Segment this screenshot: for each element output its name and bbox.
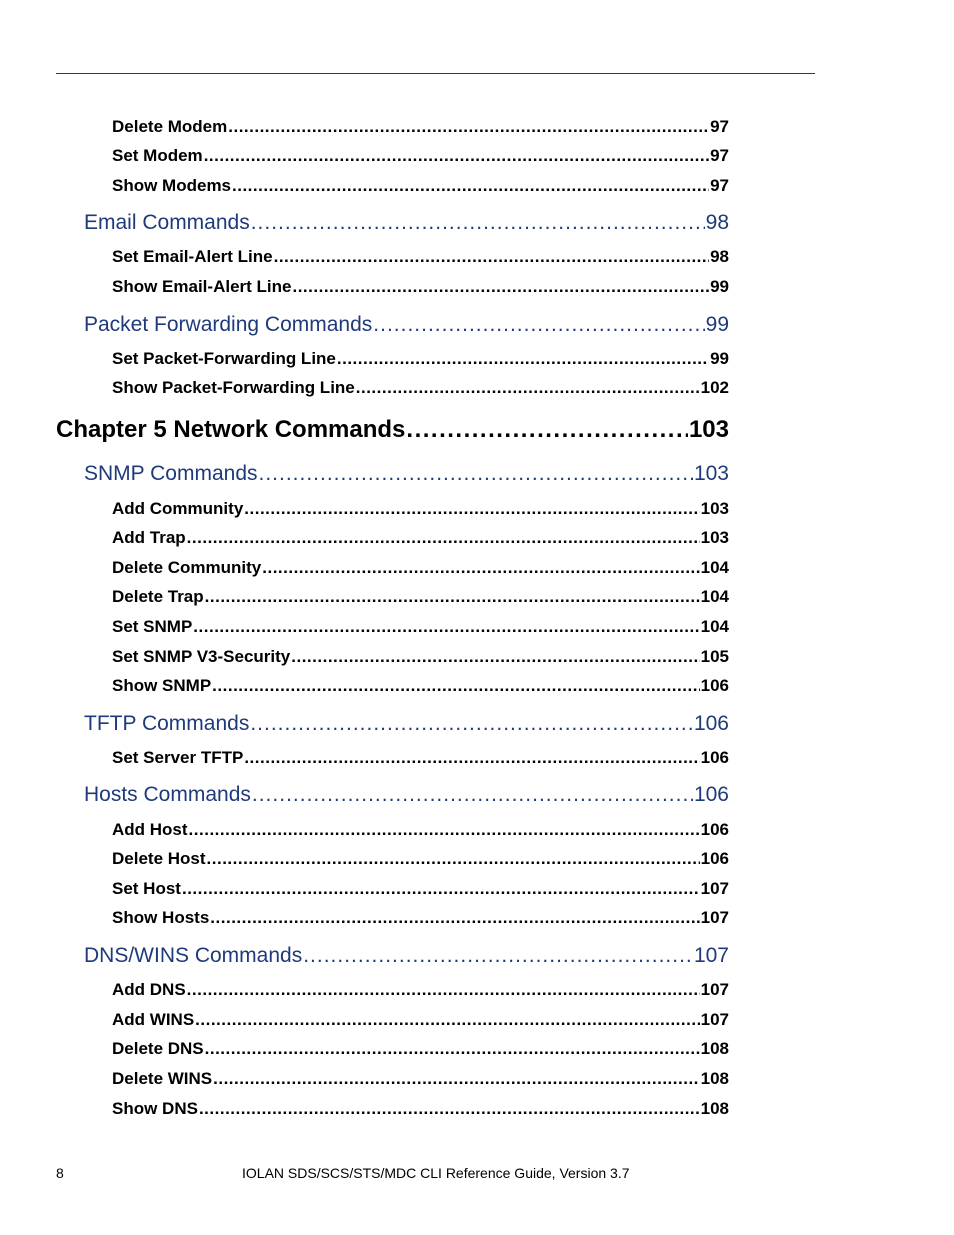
- toc-leader-dots: [274, 247, 709, 267]
- toc-entry-page: 103: [693, 462, 729, 485]
- toc-entry-page: 98: [705, 211, 729, 234]
- toc-entry-label: Set SNMP: [112, 617, 193, 636]
- toc-entry-page: 106: [693, 783, 729, 806]
- toc-entry-page: 106: [693, 712, 729, 735]
- toc-entry-sub[interactable]: [112, 647, 729, 667]
- toc-leader-dots: [189, 820, 700, 840]
- toc-entry-page: 98: [710, 247, 729, 266]
- toc-entry-label: DNS/WINS Commands: [84, 944, 303, 967]
- toc-entry-section[interactable]: [84, 783, 729, 807]
- toc-entry-sub[interactable]: [112, 617, 729, 637]
- toc-entry-label: Delete Modem: [112, 117, 228, 136]
- toc-entry-page: 107: [700, 879, 729, 898]
- toc-entry-page: 108: [700, 1099, 729, 1118]
- toc-entry-page: 107: [693, 944, 729, 967]
- toc-leader-dots: [303, 944, 693, 968]
- toc-entry-page: 104: [700, 617, 729, 636]
- toc-entry-label: Packet Forwarding Commands: [84, 313, 373, 336]
- toc-leader-dots: [262, 558, 699, 578]
- toc-entry-page: 103: [700, 528, 729, 547]
- footer-page-number: 8: [56, 1165, 64, 1181]
- toc-leader-dots: [291, 647, 699, 667]
- toc-entry-label: Set Packet-Forwarding Line: [112, 349, 336, 368]
- header-rule: [56, 73, 815, 74]
- toc-leader-dots: [204, 146, 709, 166]
- toc-entry-sub[interactable]: [112, 908, 729, 928]
- toc-entry-sub[interactable]: [112, 378, 729, 398]
- toc-entry-sub[interactable]: [112, 349, 729, 369]
- toc-entry-section[interactable]: [84, 211, 729, 235]
- toc-entry-section[interactable]: [84, 712, 729, 736]
- toc-entry-sub[interactable]: [112, 676, 729, 696]
- toc-entry-label: Set Email-Alert Line: [112, 247, 273, 266]
- toc-entry-sub[interactable]: [112, 849, 729, 869]
- toc-entry-sub[interactable]: [112, 1099, 729, 1119]
- toc-leader-dots: [205, 587, 700, 607]
- toc-entry-label: Show Email-Alert Line: [112, 277, 292, 296]
- toc-leader-dots: [205, 1039, 700, 1059]
- toc-entry-sub[interactable]: [112, 176, 729, 196]
- toc-entry-page: 104: [700, 558, 729, 577]
- toc-leader-dots: [210, 908, 699, 928]
- toc-entry-label: Set SNMP V3-Security: [112, 647, 291, 666]
- toc-entry-sub[interactable]: [112, 820, 729, 840]
- toc-leader-dots: [259, 462, 693, 486]
- toc-leader-dots: [337, 349, 709, 369]
- toc-entry-label: Show Packet-Forwarding Line: [112, 378, 355, 397]
- toc-entry-label: Delete Trap: [112, 587, 204, 606]
- toc-entry-label: Set Server TFTP: [112, 748, 244, 767]
- toc-leader-dots: [195, 1010, 699, 1030]
- toc-entry-page: 103: [700, 499, 729, 518]
- toc-leader-dots: [251, 211, 705, 235]
- toc-entry-section[interactable]: [84, 462, 729, 486]
- toc-entry-label: Show Modems: [112, 176, 232, 195]
- toc-entry-label: Delete Community: [112, 558, 262, 577]
- toc-leader-dots: [292, 277, 709, 297]
- toc-entry-page: 108: [700, 1039, 729, 1058]
- toc-entry-label: Delete Host: [112, 849, 206, 868]
- toc-entry-sub[interactable]: [112, 748, 729, 768]
- toc-entry-section[interactable]: [84, 944, 729, 968]
- toc-leader-dots: [356, 378, 700, 398]
- toc-entry-page: 99: [705, 313, 729, 336]
- toc-entry-page: 99: [710, 349, 729, 368]
- toc-leader-dots: [244, 499, 699, 519]
- toc-entry-label: SNMP Commands: [84, 462, 258, 485]
- toc-entry-page: 99: [710, 277, 729, 296]
- toc-entry-page: 105: [700, 647, 729, 666]
- toc-leader-dots: [406, 416, 688, 444]
- toc-entry-label: Add Trap: [112, 528, 186, 547]
- toc-entry-label: Show SNMP: [112, 676, 212, 695]
- toc-entry-sub[interactable]: [112, 587, 729, 607]
- toc-entry-page: 97: [710, 146, 729, 165]
- toc-leader-dots: [250, 712, 693, 736]
- toc-leader-dots: [193, 617, 699, 637]
- toc-entry-page: 104: [700, 587, 729, 606]
- toc-entry-page: 103: [688, 416, 729, 443]
- toc-entry-label: Chapter 5 Network Commands: [56, 416, 406, 443]
- toc-entry-sub[interactable]: [112, 117, 729, 137]
- toc-entry-page: 97: [710, 176, 729, 195]
- toc-entry-sub[interactable]: [112, 528, 729, 548]
- toc-entry-page: 108: [700, 1069, 729, 1088]
- toc-leader-dots: [252, 783, 693, 807]
- toc-entry-label: Hosts Commands: [84, 783, 251, 806]
- toc-leader-dots: [228, 117, 709, 137]
- toc-entry-label: Add DNS: [112, 980, 186, 999]
- toc-entry-label: Delete WINS: [112, 1069, 213, 1088]
- toc-entry-label: Add WINS: [112, 1010, 195, 1029]
- toc-entry-label: Delete DNS: [112, 1039, 204, 1058]
- toc-leader-dots: [373, 313, 704, 337]
- toc-leader-dots: [182, 879, 700, 899]
- toc-entry-sub[interactable]: [112, 1069, 729, 1089]
- toc-leader-dots: [199, 1099, 700, 1119]
- toc-entry-sub[interactable]: [112, 879, 729, 899]
- toc-entry-label: Show DNS: [112, 1099, 198, 1118]
- toc-entry-sub[interactable]: [112, 277, 729, 297]
- toc-entry-label: Add Host: [112, 820, 188, 839]
- toc-entry-sub[interactable]: [112, 1010, 729, 1030]
- toc-entry-label: Set Host: [112, 879, 181, 898]
- toc-entry-page: 106: [700, 676, 729, 695]
- toc-entry-page: 106: [700, 820, 729, 839]
- toc-leader-dots: [244, 748, 699, 768]
- toc-entry-sub[interactable]: [112, 558, 729, 578]
- toc-entry-page: 107: [700, 1010, 729, 1029]
- toc-entry-sub[interactable]: [112, 1039, 729, 1059]
- toc-leader-dots: [187, 528, 700, 548]
- toc-entry-section[interactable]: [84, 313, 729, 337]
- toc-leader-dots: [213, 1069, 699, 1089]
- toc-entry-label: Add Community: [112, 499, 244, 518]
- toc-entry-label: Email Commands: [84, 211, 250, 234]
- toc-entry-page: 106: [700, 748, 729, 767]
- toc-leader-dots: [212, 676, 699, 696]
- toc-leader-dots: [232, 176, 709, 196]
- toc-entry-label: Show Hosts: [112, 908, 210, 927]
- toc-entry-label: Set Modem: [112, 146, 203, 165]
- toc-entry-page: 97: [710, 117, 729, 136]
- toc-entry-sub[interactable]: [112, 247, 729, 267]
- toc-entry-sub[interactable]: [112, 980, 729, 1000]
- toc-entry-sub[interactable]: [112, 499, 729, 519]
- toc-entry-sub[interactable]: [112, 146, 729, 166]
- toc-entry-chapter[interactable]: [56, 416, 729, 444]
- footer-doc-title: IOLAN SDS/SCS/STS/MDC CLI Reference Guide, Version 3.7: [242, 1165, 630, 1181]
- toc-entry-page: 102: [700, 378, 729, 397]
- toc-leader-dots: [187, 980, 700, 1000]
- toc-leader-dots: [207, 849, 700, 869]
- toc-entry-page: 107: [700, 980, 729, 999]
- toc-entry-page: 106: [700, 849, 729, 868]
- toc-entry-label: TFTP Commands: [84, 712, 250, 735]
- toc-entry-page: 107: [700, 908, 729, 927]
